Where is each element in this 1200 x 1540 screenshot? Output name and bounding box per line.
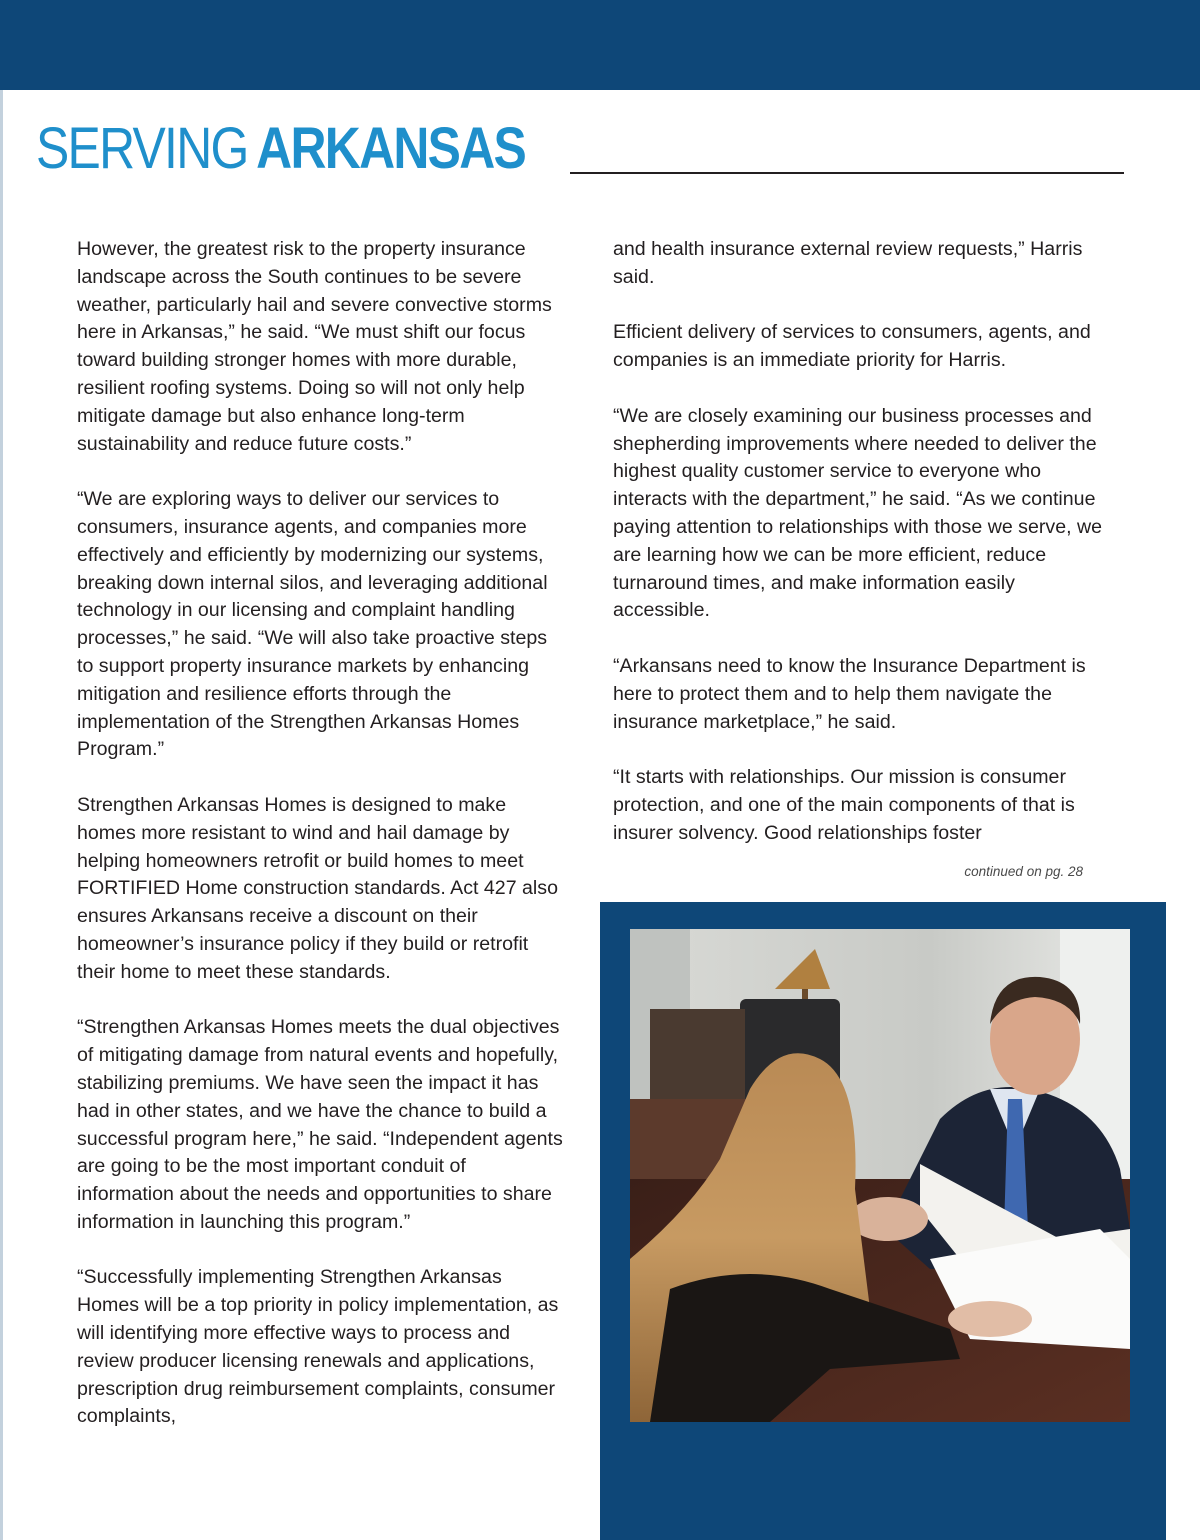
body-paragraph: Strengthen Arkansas Homes is designed to make homes more resistant to wind and hail damage by helping homeowners retrofit or build homes to meet FORTIFIED Home construction standards. Act 427 also ensures Arkansans receive a discount on their homeowner’s insurance policy if they build or retrofit their home to meet these standards. [77, 793, 558, 983]
section-heading [36, 112, 525, 186]
page-edge-strip [0, 90, 3, 1540]
continued-note: continued on pg. 28 [964, 864, 1083, 879]
body-paragraph: “Successfully implementing Strengthen Arkansas Homes will be a top priority in policy implementation, as will identifying more effective ways to process and review producer licensing renewals and applications, prescription drug reimbursement complaints, consumer complaints, [77, 1266, 559, 1428]
meeting-photo [630, 929, 1130, 1422]
heading-rule [570, 172, 1124, 174]
left-column [77, 236, 567, 1459]
top-banner [0, 0, 1200, 90]
body-paragraph: “Strengthen Arkansas Homes meets the dual objectives of mitigating damage from natural events and hopefully, stabilizing premiums. We have seen the impact it has had in other states, and we have the chance to build a successful program here,” he said. “Independent agents are going to be the most important conduit of information about the needs and opportunities to share information in launching this program.” [77, 1016, 563, 1233]
body-paragraph: “We are closely examining our business processes and shepherding improvements where needed to deliver the highest quality customer service to everyone who interacts with the department,” he said. “As we continue paying attention to relationships with those we serve, we are learning how we can be more efficient, reduce turnaround times, and make information easily accessible. [613, 404, 1103, 622]
heading-bold-word: ARKANSAS [256, 116, 526, 181]
heading-light-word: SERVING [36, 116, 248, 181]
body-paragraph: and health insurance external review requests,” Harris said. [613, 238, 1083, 288]
right-column [613, 236, 1113, 875]
body-paragraph: Efficient delivery of services to consumers, agents, and companies is an immediate priority for Harris. [613, 321, 1091, 372]
body-paragraph: “We are exploring ways to deliver our services to consumers, insurance agents, and companies more effectively and efficiently by modernizing our systems, breaking down internal silos, and leveraging additional technology in our licensing and complaint handling processes,” he said. “We will also take proactive steps to support property insurance markets by enhancing mitigation and resilience efforts through the implementation of the Strengthen Arkansas Homes Program.” [77, 488, 548, 761]
body-paragraph: However, the greatest risk to the property insurance landscape across the South continues to be severe weather, particularly hail and severe convective storms here in Arkansas,” he said. “We must shift our focus toward building stronger homes with more durable, resilient roofing systems. Doing so will not only help mitigate damage but also enhance long-term sustainability and reduce future costs.” [77, 238, 552, 455]
body-paragraph: “Arkansans need to know the Insurance Department is here to protect them and to help them navigate the insurance marketplace,” he said. [613, 654, 1086, 733]
body-paragraph: “It starts with relationships. Our mission is consumer protection, and one of the main components of that is insurer solvency. Good relationships foster [613, 766, 1075, 844]
